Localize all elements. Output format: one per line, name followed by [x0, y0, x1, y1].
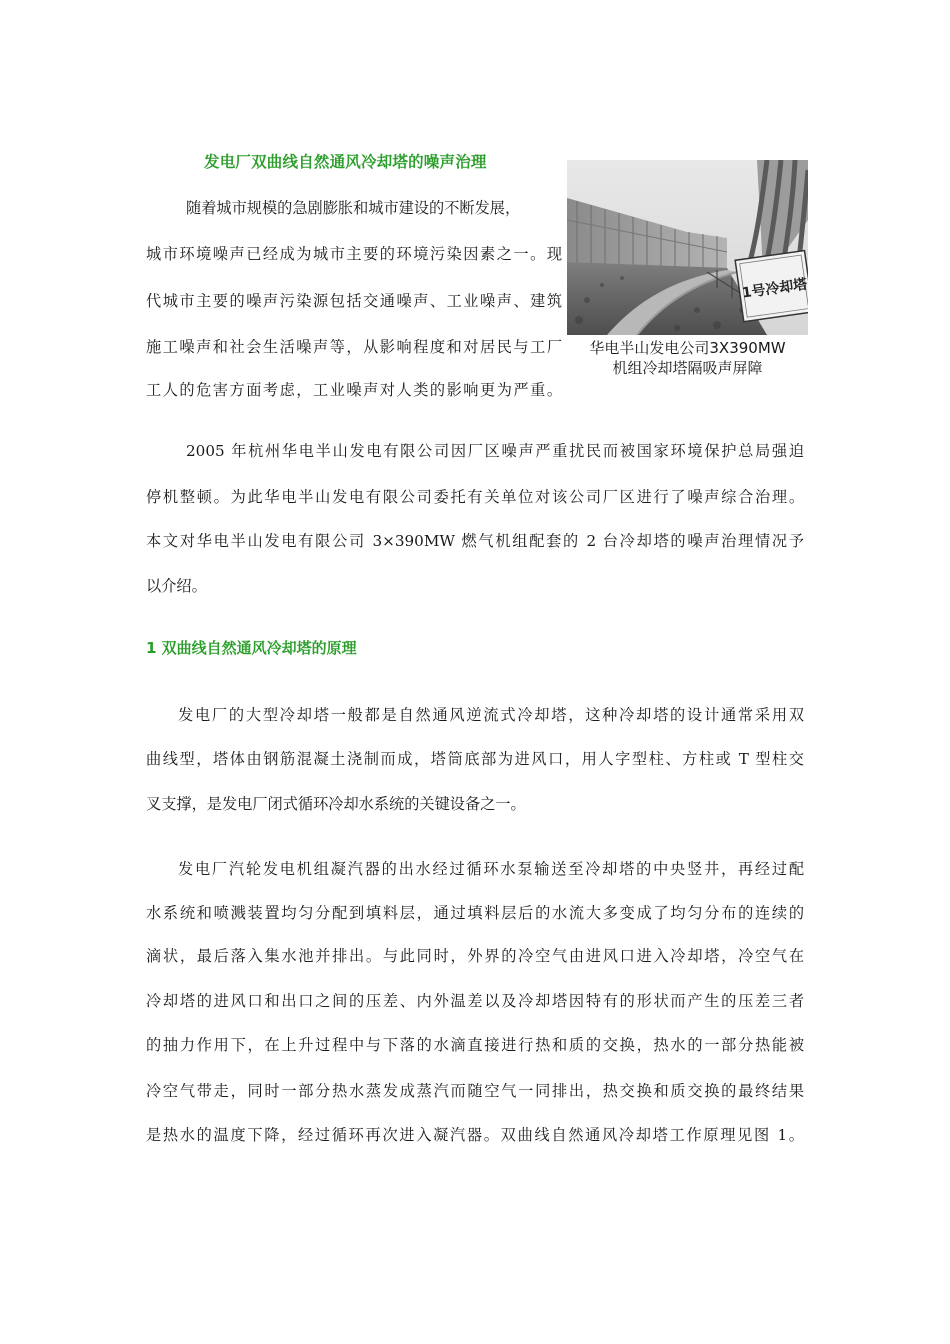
caption-line2: 机组冷却塔隔吸声屏障 — [612, 359, 763, 377]
para2-line: 停机整顿。为此华电半山发电有限公司委托有关单位对该公司厂区进行了噪声综合治理。 — [146, 488, 804, 506]
caption-line1-cn: 华电半山发电公司 — [589, 339, 710, 357]
para2-line: 以介绍。 — [146, 577, 207, 595]
para2-line: 本文对华电半山发电有限公司 3×390MW 燃气机组配套的 2 台冷却塔的噪声治理情况予 — [146, 532, 804, 550]
intro-line: 城市环境噪声已经成为城市主要的环境污染因素之一。现 — [146, 245, 562, 263]
para4-line: 的抽力作用下，在上升过程中与下落的水滴直接进行热和质的交换，热水的一部分热能被 — [146, 1036, 804, 1054]
document-title: 发电厂双曲线自然通风冷却塔的噪声治理 — [204, 153, 487, 171]
cooling-tower-photo — [567, 160, 808, 335]
caption-line1-en: 3X390MW — [709, 339, 786, 357]
para4-line: 冷却塔的进风口和出口之间的压差、内外温差以及冷却塔因特有的形状而产生的压差三者 — [146, 992, 804, 1010]
intro-line: 代城市主要的噪声污染源包括交通噪声、工业噪声、建筑 — [146, 292, 562, 310]
para3-line: 发电厂的大型冷却塔一般都是自然通风逆流式冷却塔，这种冷却塔的设计通常采用双 — [178, 706, 804, 724]
para4-line: 滴状，最后落入集水池并排出。与此同时，外界的冷空气由进风口进入冷却塔，冷空气在 — [146, 947, 804, 965]
intro-line: 工人的危害方面考虑，工业噪声对人类的影响更为严重。 — [146, 381, 562, 399]
photo-caption — [567, 338, 808, 378]
para4-line: 冷空气带走，同时一部分热水蒸发成蒸汽而随空气一同排出，热交换和质交换的最终结果 — [146, 1082, 804, 1100]
intro-line: 随着城市规模的急剧膨胀和城市建设的不断发展， — [186, 199, 521, 217]
para4-line: 是热水的温度下降，经过循环再次进入凝汽器。双曲线自然通风冷却塔工作原理见图 1。 — [146, 1126, 804, 1144]
para4-line: 水系统和喷溅装置均匀分配到填料层，通过填料层后的水流大多变成了均匀分布的连续的 — [146, 904, 804, 922]
intro-line: 施工噪声和社会生活噪声等，从影响程度和对居民与工厂 — [146, 338, 562, 356]
para3-line: 曲线型，塔体由钢筋混凝土浇制而成，塔筒底部为进风口，用人字型柱、方柱或 T 型柱交 — [146, 750, 804, 768]
section-heading: 1 双曲线自然通风冷却塔的原理 — [146, 639, 357, 657]
para3-line: 叉支撑，是发电厂闭式循环冷却水系统的关键设备之一。 — [146, 795, 526, 813]
para2-line: 2005 年杭州华电半山发电有限公司因厂区噪声严重扰民而被国家环境保护总局强迫 — [186, 442, 804, 460]
sign-text: 1号冷却塔 — [740, 276, 808, 302]
para4-line: 发电厂汽轮发电机组凝汽器的出水经过循环水泵输送至冷却塔的中央竖井，再经过配 — [178, 860, 804, 878]
